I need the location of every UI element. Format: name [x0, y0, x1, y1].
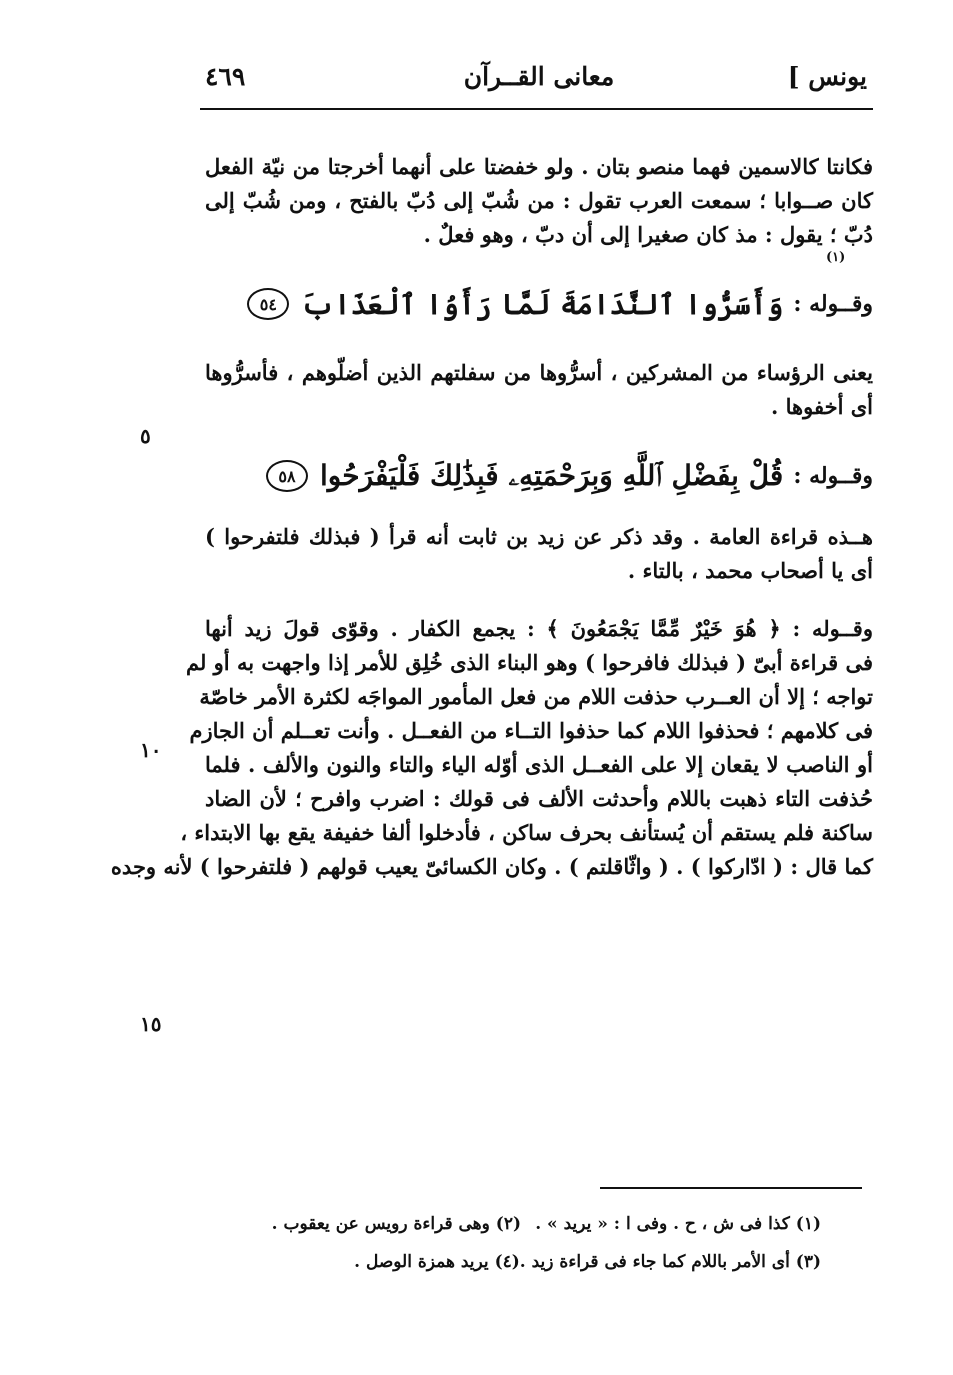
footnote-number: (٢): [495, 1214, 521, 1234]
footnote-number: (٤): [494, 1252, 520, 1272]
footnote-number: (٣): [795, 1252, 821, 1272]
footnote-text: أى الأمر باللام كما جاء فى قراءة زيد .: [519, 1252, 790, 1272]
text-line: فى قراءة أبىّ ( فبذلك فافرحوا ) وهو البناء الذى خُلِق للأمر إذا واجهت به أو لم: [185, 650, 873, 675]
margin-line-number-10: ١٠: [140, 738, 162, 762]
footnote-2: [221, 1214, 521, 1234]
text-line: كما قال : ( ادّاركوا ) . ( واثّاقلتم ) . وكان الكسائىّ يعيب قولهم ( فلتفرحوا ) لأنه وجده: [110, 854, 873, 879]
book-title: معانى القــرآن: [463, 62, 615, 91]
text-line: تواجه ؛ إلا أن العــرب حذفت اللام من فعل المأمور المواجَه لكثرة الأمر خاصّة: [199, 684, 873, 709]
footnote-reference-1: (١): [826, 250, 846, 265]
footnote-text: يريد همزة الوصل .: [354, 1252, 489, 1272]
text-line: هــذه قراءة العامة . وقد ذكر عن زيد بن ثابت أنه قرأ ( فبذلك فلتفرحوا ): [205, 524, 873, 549]
text-line: دُبّ ؛ يقول : مذ كان صغيرا إلى أن دبّ ، وهو فعلٌ .: [423, 222, 873, 247]
paragraph-2: [205, 356, 873, 424]
footnote-text: وهى قراءة رويس عن يعقوب .: [271, 1214, 490, 1234]
margin-line-number-15: ١٥: [140, 1012, 162, 1036]
verse-text: وَأَسَرُّوا ٱلنَّدَامَةَ لَمَّا رَأَوُا ٱلْعَذَابَ: [301, 287, 784, 321]
page-number: ٤٦٩: [205, 62, 246, 91]
footnote-row: [221, 1252, 821, 1272]
text-line: أى يا أصحاب محمد ، بالتاء .: [627, 558, 873, 583]
verse-intro: وقــوله :: [793, 463, 873, 489]
verse-number-medallion: ٥٨: [266, 460, 308, 492]
footnote-number: (١): [795, 1214, 821, 1234]
text-line: أى أخفوها .: [771, 394, 873, 419]
paragraph-1: [205, 150, 873, 252]
text-line: يعنى الرؤساء من المشركين ، أسرُّوها من سفلتهم الذين أضلّوهم ، فأسرُّوها: [205, 360, 873, 385]
verse-number-medallion: ٥٤: [247, 288, 289, 320]
text-line: كان صــوابا ؛ سمعت العرب تقول : من شُبّ إلى دُبّ بالفتح ، ومن شُبّ إلى: [205, 188, 873, 213]
margin-line-number-5: ٥: [140, 424, 151, 448]
verse-text: قُلْ بِفَضْلِ ٱللَّهِ وَبِرَحْمَتِهِۦ فَبِذَٰلِكَ فَلْيَفْرَحُوا: [320, 459, 784, 492]
quran-verse-58: [205, 448, 873, 504]
text-line: ساكنة فلم يستقم أن يُستأنف بحرف ساكن ، فأدخلوا ألفا خفيفة يقع بها الابتداء ،: [180, 820, 873, 845]
text-line: فى كلامهم ؛ فحذفوا اللام كما حذفوا التــاء من الفعــل . وأنت تعــلم أن الجازم: [189, 718, 873, 743]
verse-intro: وقــوله :: [793, 291, 873, 317]
footnote-text: كذا فى ش ، ح . وفى ا : « يريد » .: [535, 1214, 790, 1234]
running-header: [205, 60, 873, 100]
header-rule: [200, 108, 873, 110]
quran-verse-54: [205, 276, 873, 332]
footnote-1: [521, 1214, 821, 1234]
text-line: فكانتا كالاسمين فهما منصو بتان . ولو خفضتا على أنهما أخرجتا من نيّة الفعل: [205, 154, 874, 179]
footnote-3: [520, 1252, 821, 1272]
footnote-row: [221, 1214, 821, 1234]
text-line: وقــوله : ﴿ هُوَ خَيْرٌ مِّمَّا يَجْمَعُونَ ﴾ : يجمع الكفار . وقوّى قولَ زيد أنها: [205, 616, 873, 641]
text-line: أو الناصب لا يقعان إلا على الفعــل الذى أوّله الياء والتاء والنون والألف . فلما: [205, 752, 873, 777]
paragraph-3: [205, 520, 873, 588]
chapter-name: يونس ]: [787, 62, 867, 91]
text-line: حُذفت التاء ذهبت باللام وأحدثت الألف فى قولك : اضرب وافرح ؛ لأن الضاد: [205, 786, 873, 811]
footnote-rule: [600, 1187, 862, 1189]
footnote-4: [221, 1252, 520, 1272]
